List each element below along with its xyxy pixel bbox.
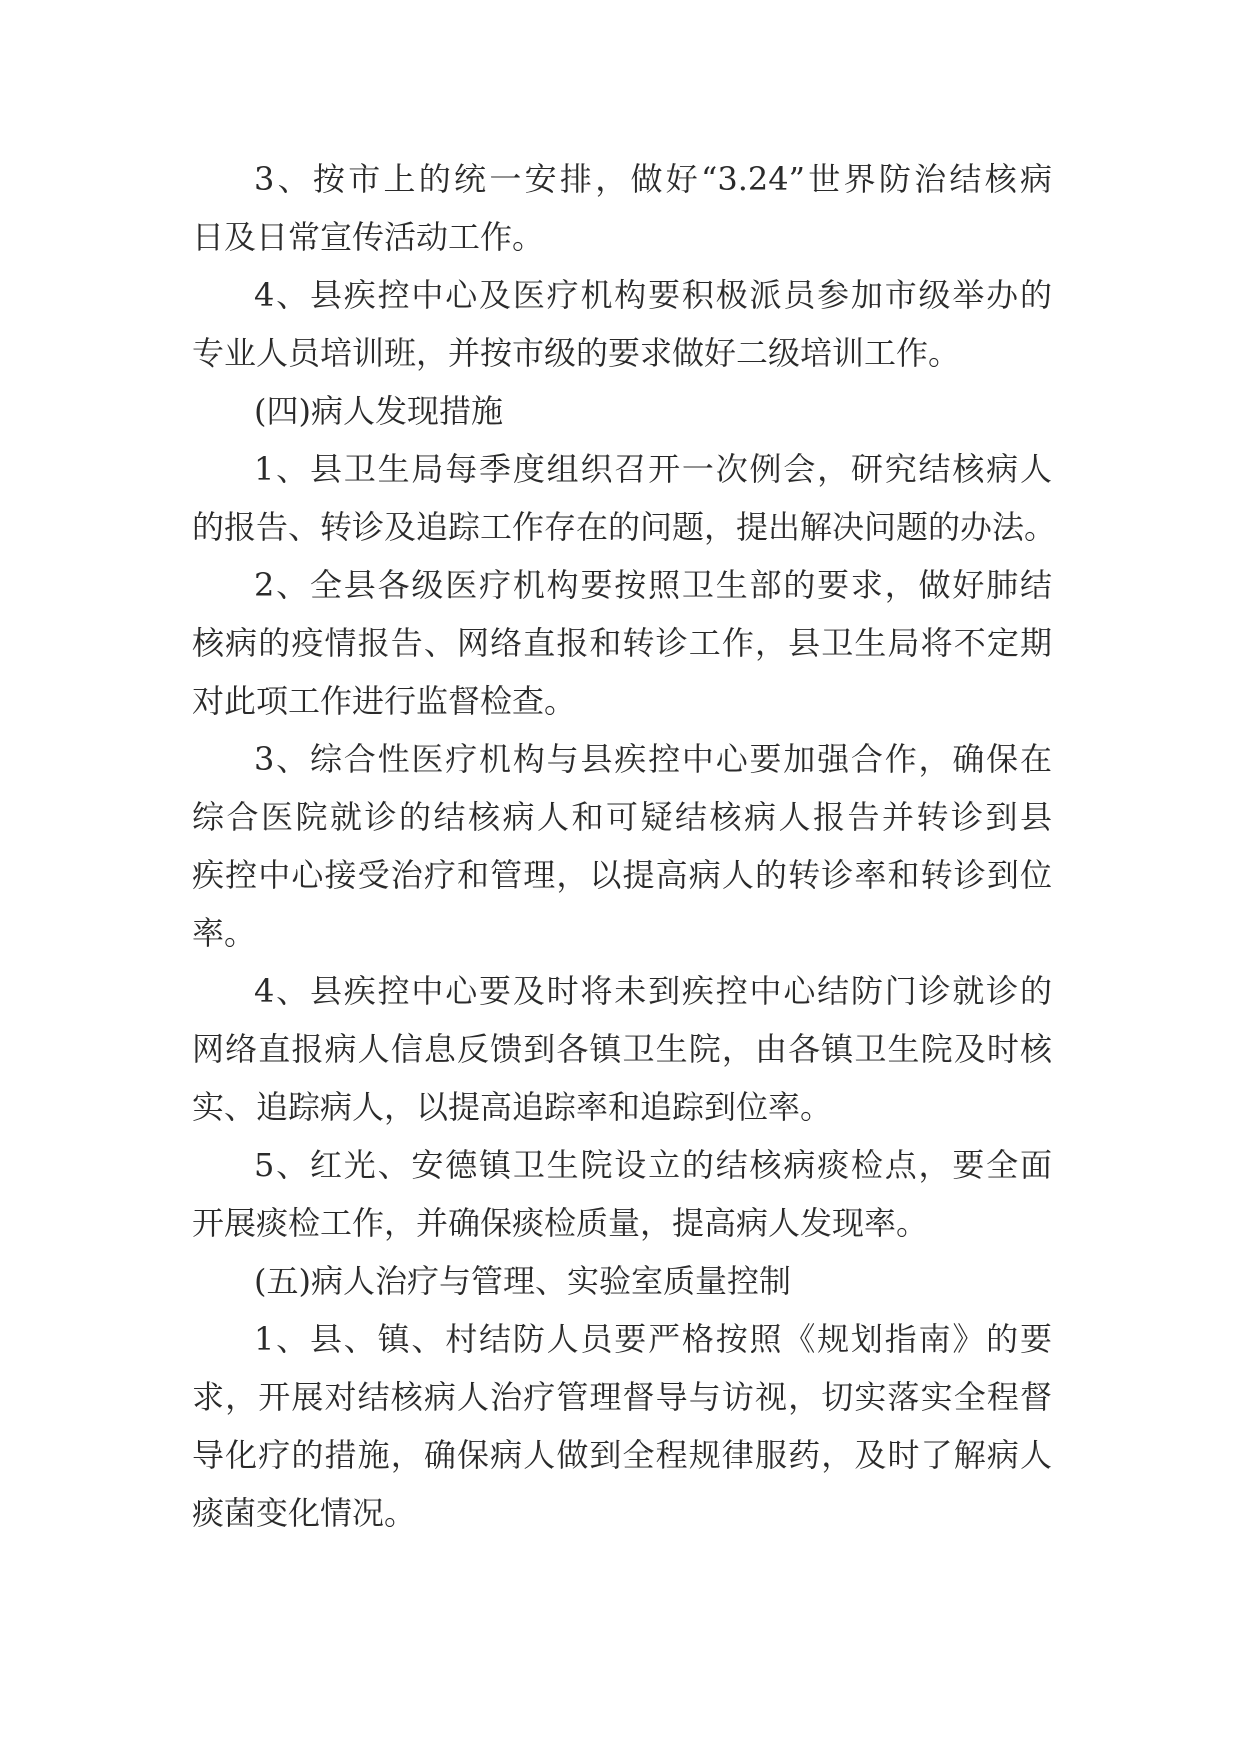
paragraph-line: 求，开展对结核病人治疗管理督导与访视，切实落实全程督 (192, 1378, 1052, 1416)
section-heading: (四)病人发现措施 (254, 392, 503, 430)
paragraph-line: 1、县、镇、村结防人员要严格按照《规划指南》的要 (254, 1320, 1052, 1358)
paragraph-line: 3、综合性医疗机构与县疾控中心要加强合作，确保在 (254, 740, 1052, 778)
paragraph-line: 综合医院就诊的结核病人和可疑结核病人报告并转诊到县 (192, 798, 1052, 836)
document-body (192, 150, 1057, 1542)
paragraph-line: 1、县卫生局每季度组织召开一次例会，研究结核病人 (254, 450, 1052, 488)
paragraph-line: 对此项工作进行监督检查。 (192, 682, 577, 720)
paragraph-line: 实、追踪病人，以提高追踪率和追踪到位率。 (192, 1088, 833, 1126)
paragraph-line: 的报告、转诊及追踪工作存在的问题，提出解决问题的办法。 (192, 508, 1057, 546)
paragraph-line: 痰菌变化情况。 (192, 1494, 417, 1532)
paragraph-line: 专业人员培训班，并按市级的要求做好二级培训工作。 (192, 334, 961, 372)
paragraph-line: 4、县疾控中心要及时将未到疾控中心结防门诊就诊的 (254, 972, 1052, 1010)
paragraph-line: 5、红光、安德镇卫生院设立的结核病痰检点，要全面 (254, 1146, 1052, 1184)
paragraph-line: 4、县疾控中心及医疗机构要积极派员参加市级举办的 (254, 276, 1052, 314)
paragraph-line: 2、全县各级医疗机构要按照卫生部的要求，做好肺结 (254, 566, 1052, 604)
paragraph-line: 核病的疫情报告、网络直报和转诊工作，县卫生局将不定期 (192, 624, 1052, 662)
paragraph-line: 导化疗的措施，确保病人做到全程规律服药，及时了解病人 (192, 1436, 1052, 1474)
section-heading: (五)病人治疗与管理、实验室质量控制 (254, 1262, 791, 1300)
paragraph-line: 网络直报病人信息反馈到各镇卫生院，由各镇卫生院及时核 (192, 1030, 1052, 1068)
paragraph-line: 3、按市上的统一安排，做好“3.24”世界防治结核病 (254, 160, 1052, 198)
paragraph-line: 疾控中心接受治疗和管理，以提高病人的转诊率和转诊到位 (192, 856, 1052, 894)
paragraph-line: 率。 (192, 914, 257, 952)
paragraph-line: 开展痰检工作，并确保痰检质量，提高病人发现率。 (192, 1204, 929, 1242)
paragraph-line: 日及日常宣传活动工作。 (192, 218, 545, 256)
